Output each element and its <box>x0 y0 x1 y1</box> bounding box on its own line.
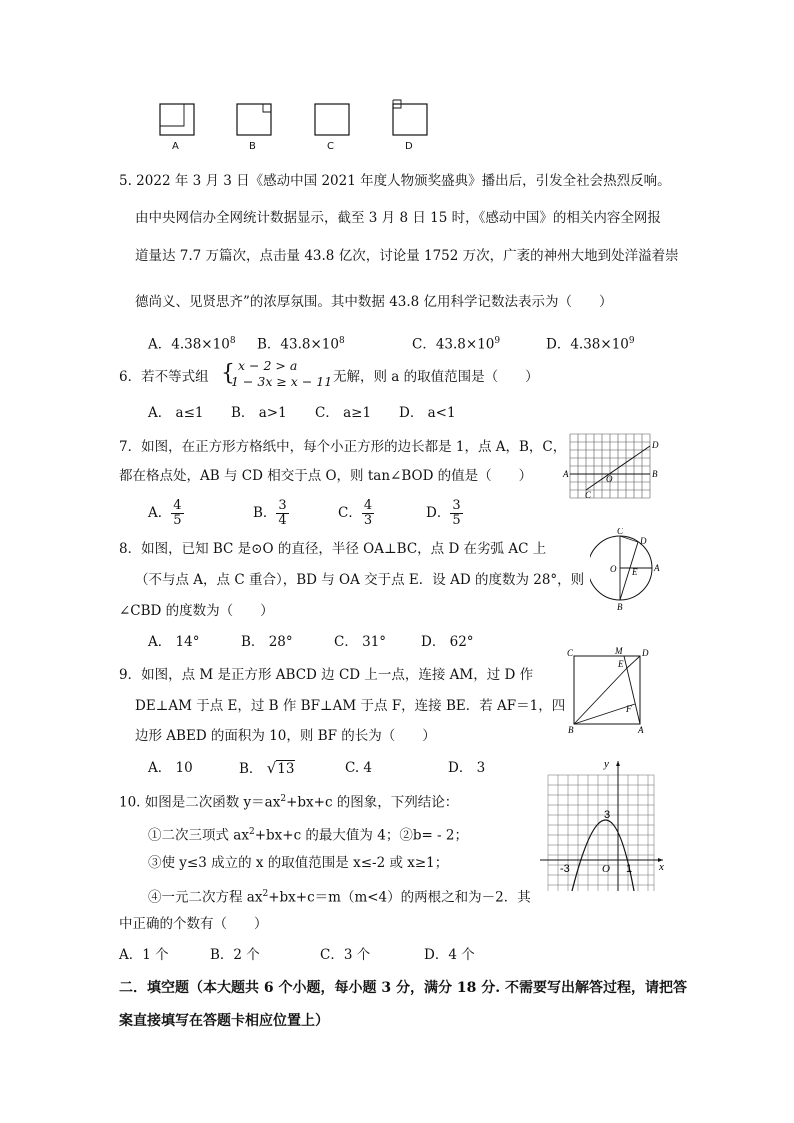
q10-label-1: 1 <box>626 863 633 875</box>
q10-label-y: y <box>604 758 609 770</box>
q10-item3: ③使 y≤3 成立的 x 的取值范围是 x≤-2 或 x≥1； <box>148 855 449 871</box>
q4-label-c: C <box>327 141 334 152</box>
q9-point-c: C <box>567 648 574 658</box>
q8-point-o: O <box>610 564 617 574</box>
q8-line3: ∠CBD 的度数为（ ） <box>119 603 274 619</box>
q6-ineq1: x − 2 > a <box>238 358 298 373</box>
q10-item4-b: +bx+c＝m（m<4）的两根之和为－2．其 <box>268 889 531 906</box>
q10-option-b: B．2 个 <box>210 947 260 963</box>
q7-option-b-num: 3 <box>278 498 287 513</box>
q7-option-d-fraction <box>450 499 462 528</box>
sqrt-icon: √ <box>266 759 277 777</box>
q9-square-figure <box>566 646 652 736</box>
q8-option-c: C． 31° <box>334 634 387 650</box>
section2-heading-line1: 二．填空题（本大题共 6 个小题，每小题 3 分，满分 18 分. 不需要写出解答过程，请把答 <box>119 980 687 996</box>
q7-option-b-den: 4 <box>278 513 287 528</box>
q7-option-d-num: 3 <box>452 498 461 513</box>
q10-parabola-curve <box>572 820 634 891</box>
q10-line-last: 中正确的个数有（ ） <box>119 916 268 932</box>
q10-line1-sup: 2 <box>280 794 287 804</box>
q7-point-d: D <box>652 440 659 450</box>
q5-line4: 德尚义、见贤思齐”的浓厚氛围。其中数据 43.8 亿用科学记数法表示为（ ） <box>135 294 613 310</box>
q5-option-a-exp: 8 <box>229 336 236 346</box>
q4-figure-a <box>160 104 194 135</box>
q10-line1 <box>119 790 458 812</box>
q10-y-arrow-icon <box>616 761 620 766</box>
q9-line3: 边形 ABED 的面积为 10，则 BF 的长为（ ） <box>135 728 436 744</box>
q10-line1-b: +bx+c 的图象，下列结论： <box>286 794 459 811</box>
q7-option-c-den: 3 <box>363 513 373 528</box>
q6-prefix: 6．若不等式组 <box>119 369 209 385</box>
q7-option-a-fraction <box>171 499 183 528</box>
q7-option-a <box>148 499 184 528</box>
q9-option-b-letter: B． <box>239 761 263 777</box>
q5-option-d-text: D．4.38×10 <box>546 336 629 353</box>
q8-circle-figure <box>590 528 660 614</box>
q8-option-b: B． 28° <box>241 634 293 650</box>
q8-point-e: E <box>632 567 638 577</box>
q8-point-a: A <box>654 563 660 573</box>
q5-line2: 由中央网信办全网统计数据显示，截至 3 月 8 日 15 时，《感动中国》的相关内容全网报 <box>135 210 661 226</box>
q10-line1-a: 10. 如图是二次函数 y＝ax <box>119 794 281 811</box>
q5-option-c-exp: 9 <box>494 336 501 346</box>
q6-ineq2: 1 − 3x ≥ x − 11 <box>231 374 333 389</box>
q4-figure-d <box>393 100 427 135</box>
q7-option-c <box>338 499 374 528</box>
q7-grid-figure <box>560 430 660 506</box>
q10-label-3: 3 <box>604 809 611 821</box>
q9-point-b: B <box>568 725 574 735</box>
q9-option-c: C. 4 <box>345 760 373 776</box>
q10-item1-b: +bx+c 的最大值为 4；②b= - 2； <box>254 827 469 844</box>
q7-option-b-fraction <box>276 499 288 528</box>
q7-option-c-letter: C． <box>338 505 362 521</box>
q4-figure-b <box>237 104 271 135</box>
q6-option-c: C． a≥1 <box>315 405 372 421</box>
q5-option-c <box>412 332 500 354</box>
q10-item1-a: ①二次三项式 ax <box>148 827 249 844</box>
q9-option-b <box>239 759 295 778</box>
q9-option-a: A． 10 <box>148 760 193 776</box>
q10-label-neg3: -3 <box>560 863 570 875</box>
q5-option-b-exp: 8 <box>338 336 345 346</box>
q7-option-a-den: 5 <box>173 513 182 528</box>
q10-item4 <box>148 885 531 907</box>
q9-segment-de <box>627 656 640 668</box>
q4-label-d: D <box>405 141 413 152</box>
q7-point-o: O <box>606 474 613 484</box>
q7-option-d <box>426 499 463 528</box>
q9-point-m: M <box>615 646 623 656</box>
q9-point-d: D <box>642 648 649 658</box>
q6-option-a: A． a≤1 <box>148 405 204 421</box>
q7-option-c-num: 4 <box>363 498 373 513</box>
q5-option-b <box>257 332 345 354</box>
q5-option-b-text: B．43.8×10 <box>257 336 339 353</box>
q7-option-b <box>253 499 289 528</box>
q4-label-b: B <box>249 141 256 152</box>
q7-option-a-num: 4 <box>173 498 182 513</box>
q10-option-c: C．3 个 <box>320 947 371 963</box>
q7-line2: 都在格点处，AB 与 CD 相交于点 O，则 tan∠BOD 的值是（ ） <box>119 468 533 484</box>
q7-option-d-letter: D． <box>426 505 451 521</box>
q5-option-d-exp: 9 <box>628 336 635 346</box>
q5-option-a <box>148 332 236 354</box>
q7-option-d-den: 5 <box>452 513 461 528</box>
q5-line3: 道量达 7.7 万篇次，点击量 43.8 亿次，讨论量 1752 万次，广袤的神州大地到处洋溢着崇 <box>135 248 679 264</box>
q5-option-c-text: C．43.8×10 <box>412 336 495 353</box>
q10-parabola-figure <box>538 755 668 895</box>
q8-point-d: D <box>640 536 647 546</box>
q8-point-b: B <box>617 602 623 612</box>
q7-option-a-letter: A． <box>148 505 172 521</box>
q7-point-a: A <box>563 469 569 479</box>
q4-label-a: A <box>172 141 179 152</box>
q10-label-o: O <box>602 863 610 875</box>
q9-line2: DE⊥AM 于点 E，过 B 作 BF⊥AM 于点 F，连接 BE．若 AF＝1，四 <box>135 698 566 714</box>
q4-figure-c <box>315 104 349 135</box>
q6-suffix: 无解，则 a 的取值范围是（ ） <box>333 369 539 385</box>
q7-line1: 7．如图，在正方形方格纸中，每个小正方形的边长都是 1，点 A，B，C， <box>119 439 567 455</box>
q8-point-c: C <box>617 528 624 536</box>
q10-option-a: A．1 个 <box>119 947 169 963</box>
q7-point-c: C <box>585 490 592 500</box>
q6-option-d: D． a<1 <box>399 405 456 421</box>
q9-point-a: A <box>638 725 644 735</box>
q10-option-d: D．4 个 <box>424 947 475 963</box>
q10-item4-a: ④一元二次方程 ax <box>148 889 263 906</box>
q8-line1: 8．如图，已知 BC 是⊙O 的直径，半径 OA⊥BC，点 D 在劣弧 AC 上 <box>119 541 547 557</box>
q7-option-b-letter: B． <box>253 505 277 521</box>
q9-point-f: F <box>626 704 632 714</box>
q10-item1-sup: 2 <box>248 827 255 837</box>
section2-heading-line2: 案直接填写在答题卡相应位置上） <box>119 1013 329 1029</box>
q10-item1 <box>148 823 468 845</box>
q9-line1: 9．如图，点 M 是正方形 ABCD 边 CD 上一点，连接 AM，过 D 作 <box>119 667 534 683</box>
q7-point-b: B <box>652 469 658 479</box>
q5-option-d <box>546 332 635 354</box>
q9-point-e: E <box>618 659 624 669</box>
q5-line1: 5. 2022 年 3 月 3 日《感动中国 2021 年度人物颁奖盛典》播出后，引发全社会热烈反响。 <box>119 173 671 189</box>
q8-option-a: A． 14° <box>148 634 200 650</box>
q5-option-a-text: A．4.38×10 <box>148 336 230 353</box>
q7-option-c-fraction <box>362 499 374 528</box>
q8-option-d: D． 62° <box>421 634 474 650</box>
q10-item4-sup: 2 <box>262 889 269 899</box>
q10-label-x: x <box>659 861 664 873</box>
q6-option-b: B． a>1 <box>231 405 287 421</box>
q6-brace: { <box>221 361 235 386</box>
q9-option-d: D． 3 <box>448 760 486 776</box>
q8-line2: （不与点 A，点 C 重合），BD 与 OA 交于点 E．设 AD 的度数为 28°，则 <box>135 572 585 588</box>
q9-option-b-radicand: 13 <box>277 761 295 777</box>
